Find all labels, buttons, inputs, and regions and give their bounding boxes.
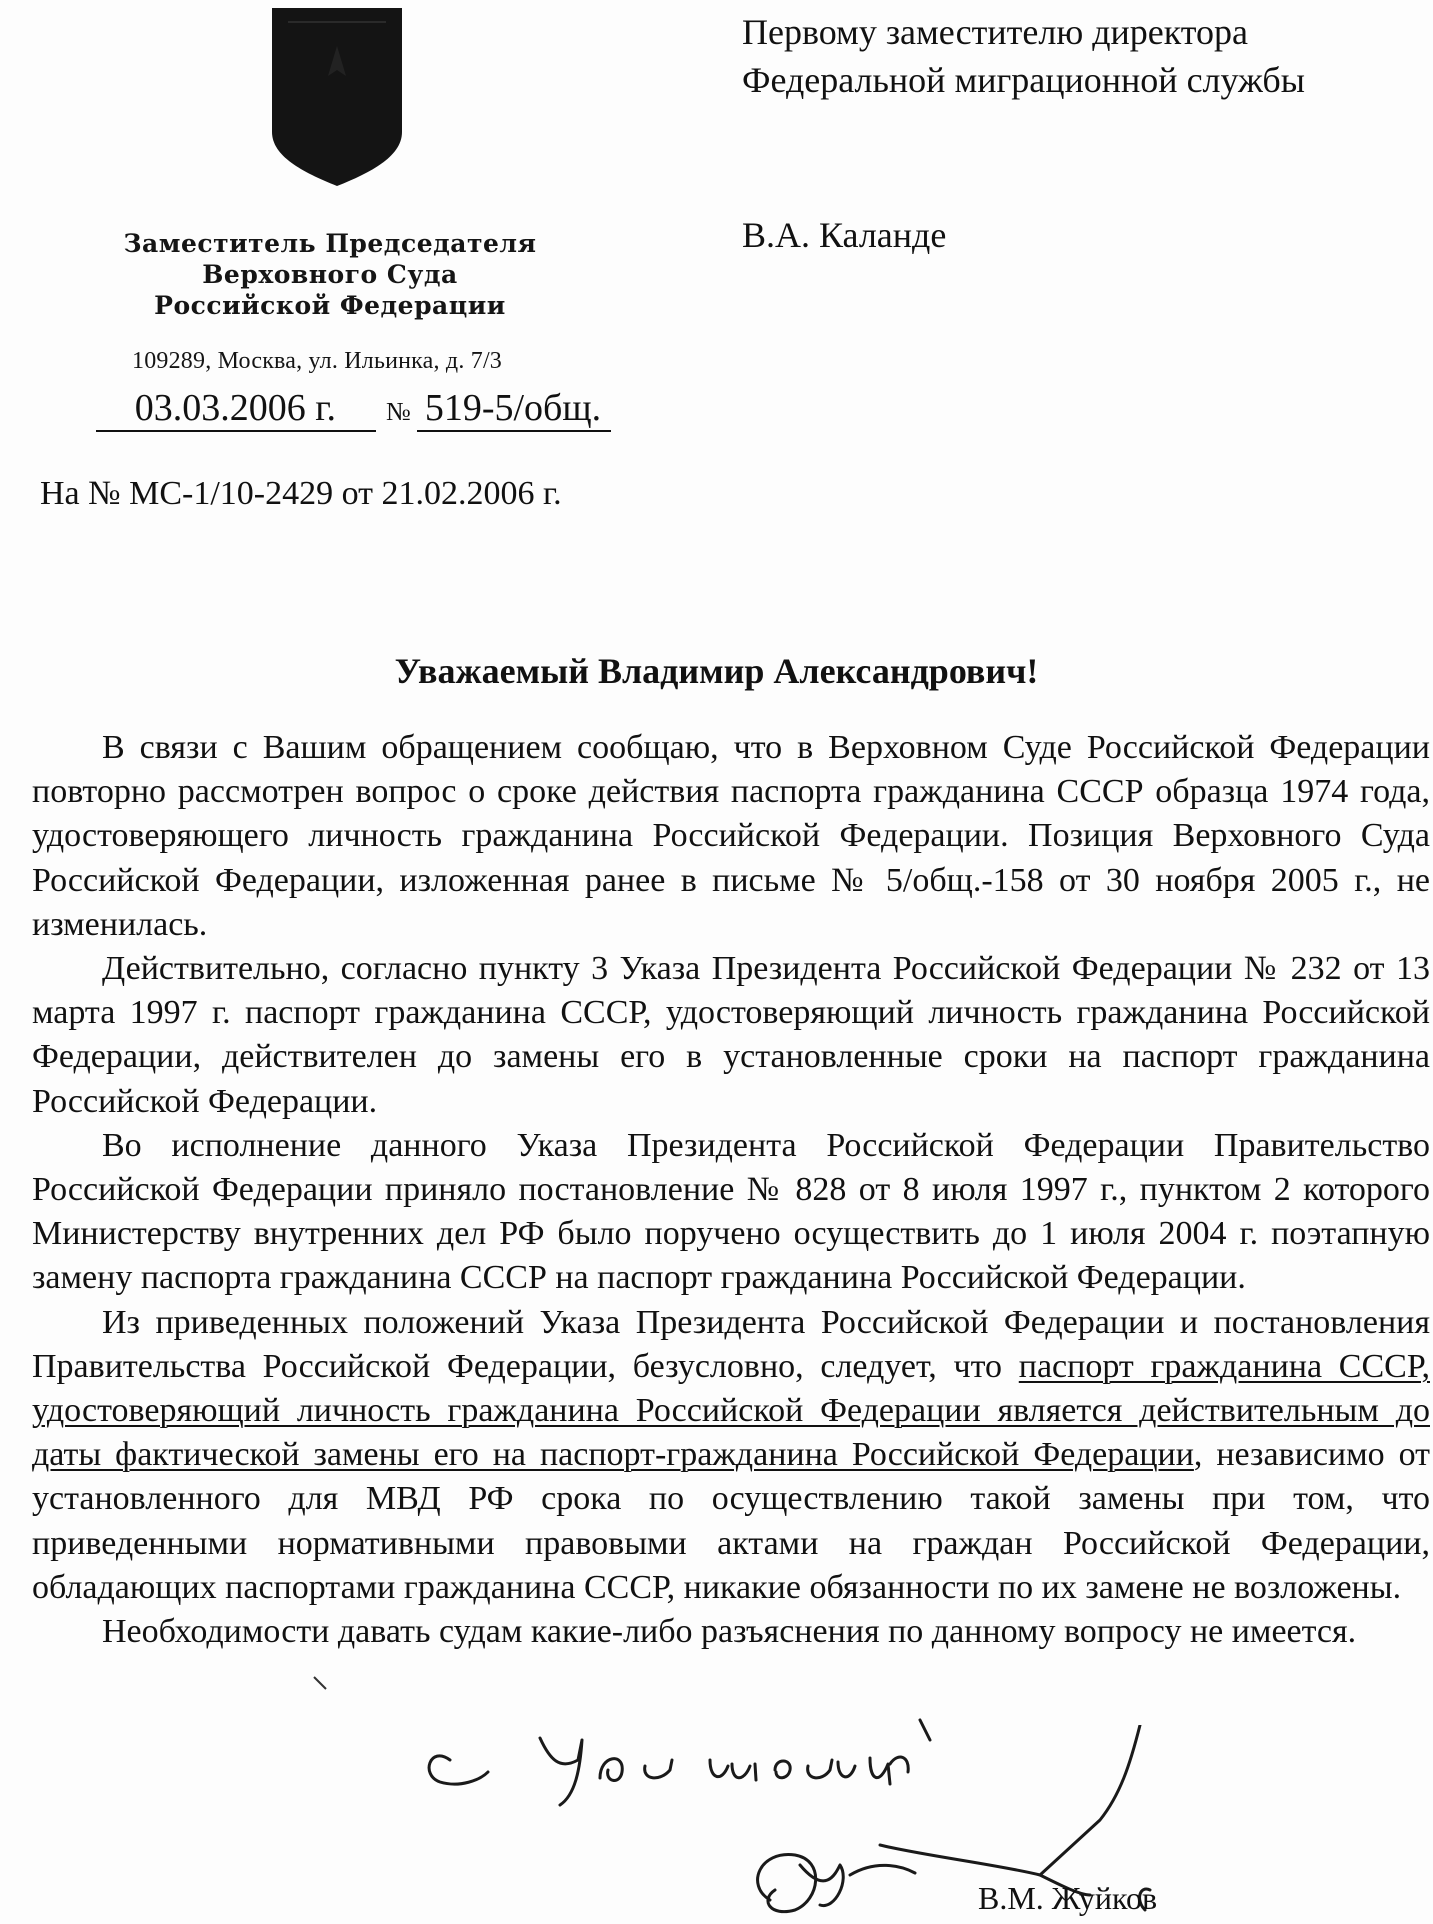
body-paragraph: Действительно, согласно пункту 3 Указа Президента Российской Федерации № 232 от 13 марта 1997 г. паспорт гражданина СССР, удостоверяющий личность гражданина Российской Федерации, действителен до замены его в установленные сроки на паспорт гражданина Российской Федерации. xyxy=(32,950,1430,1120)
letter-body xyxy=(32,726,1430,1654)
paragraph-text: Из приведенных положений Указа Президента Российской Федерации и постановления Правительства Российской Федерации, безусловно, следует, что xyxy=(32,1303,1430,1385)
state-emblem-icon xyxy=(268,6,406,188)
underlined-statement: паспорт гражданина СССР, удостоверяющий личность гражданина Российской Федерации является действительным до даты фактической замены его на паспорт-гражданина Российской Федерации xyxy=(32,1347,1430,1474)
org-line: Заместитель Председателя xyxy=(123,229,537,258)
body-paragraph: Во исполнение данного Указа Президента Российской Федерации Правительство Российской Федерации приняло постановление № 828 от 8 июля 1997 г., пунктом 2 которого Министерству внутренних дел РФ было поручено осуществить до 1 июля 2004 г. поэтапную замену паспорта гражданина СССР на паспорт гражданина Российской Федерации. xyxy=(32,1126,1430,1297)
body-paragraph: В связи с Вашим обращением сообщаю, что в Верховном Суде Российской Федерации повторно рассмотрен вопрос о сроке действия паспорта гражданина СССР образца 1974 года, удостоверяющего личность гражданина Российской Федерации. Позиция Верховного Суда Российской Федерации, изложенная ранее в письме № 5/общ.-158 от 30 ноября 2005 г., не изменилась. xyxy=(32,729,1430,943)
addressee-line: Первому заместителю директора xyxy=(742,12,1249,52)
outgoing-date: 03.03.2006 г. xyxy=(96,386,376,432)
addressee-name: В.А. Каланде xyxy=(742,215,947,255)
org-line: Верховного Суда xyxy=(202,260,458,289)
body-paragraph-key-statement xyxy=(32,1301,1430,1610)
addressee-line: Федеральной миграционной службы xyxy=(742,60,1305,100)
outgoing-number: 519-5/общ. xyxy=(417,386,611,432)
salutation: Уважаемый Владимир Александрович! xyxy=(394,651,1039,691)
addressee-block xyxy=(742,8,1402,104)
number-label: № xyxy=(386,397,411,426)
sender-address: 109289, Москва, ул. Ильинка, д. 7/3 xyxy=(132,348,503,374)
body-paragraph: Необходимости давать судам какие-либо разъяснения по данному вопросу не имеется. xyxy=(102,1613,1357,1651)
incoming-reference: На № МС-1/10-2429 от 21.02.2006 г. xyxy=(40,475,562,512)
sender-organization xyxy=(120,228,540,321)
paragraph-text: , независимо от установленного для МВД РФ срока по осуществлению такой замены при том, что приведенными нормативными правовыми актами на граждан Российской Федерации, обладающих паспортами гражданина СССР, никакие обязанности по их замене не возложены. xyxy=(32,1436,1430,1606)
outgoing-date-number xyxy=(96,386,611,432)
stray-pen-mark-icon xyxy=(312,1675,328,1691)
signer-name: В.М. Жуйков xyxy=(978,1880,1158,1916)
org-line: Российской Федерации xyxy=(154,291,506,320)
